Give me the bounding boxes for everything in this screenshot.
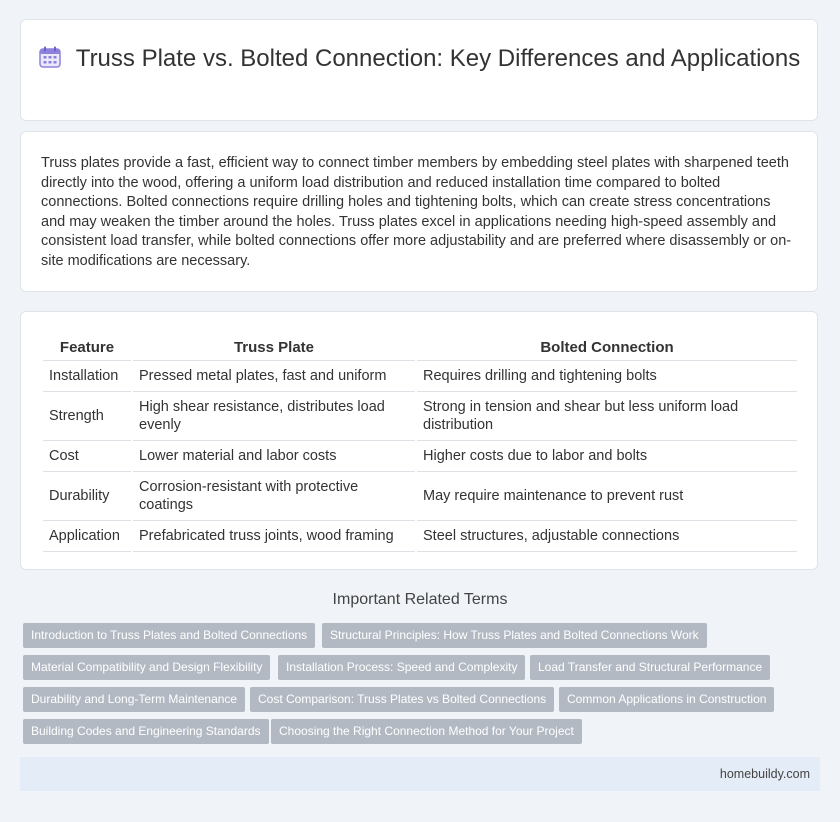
page-title xyxy=(21,44,817,73)
table-row xyxy=(43,521,797,552)
calendar-icon xyxy=(38,45,62,69)
intro-card xyxy=(20,131,818,292)
feature-cell: Strength xyxy=(43,392,131,441)
feature-cell: Cost xyxy=(43,441,131,472)
title-card xyxy=(20,19,818,121)
related-term-tag[interactable]: Common Applications in Construction xyxy=(559,687,774,712)
truss-plate-cell: Lower material and labor costs xyxy=(133,441,415,472)
header-bolted-connection: Bolted Connection xyxy=(417,334,797,361)
truss-plate-cell: Pressed metal plates, fast and uniform xyxy=(133,361,415,392)
related-term-tag[interactable]: Choosing the Right Connection Method for Your Project xyxy=(271,719,582,744)
related-terms-heading: Important Related Terms xyxy=(332,591,508,608)
footer xyxy=(20,757,820,791)
truss-plate-cell: Prefabricated truss joints, wood framing xyxy=(133,521,415,552)
feature-cell: Durability xyxy=(43,472,131,521)
bolted-connection-cell: Requires drilling and tightening bolts xyxy=(417,361,797,392)
header-truss-plate: Truss Plate xyxy=(133,334,415,361)
related-term-tag[interactable]: Material Compatibility and Design Flexibility xyxy=(23,655,270,680)
table-row xyxy=(43,392,797,441)
table-row xyxy=(43,472,797,521)
related-term-tag[interactable]: Building Codes and Engineering Standards xyxy=(23,719,269,744)
related-term-tag[interactable]: Installation Process: Speed and Complexity xyxy=(278,655,525,680)
table-row xyxy=(43,361,797,392)
bolted-connection-cell: Higher costs due to labor and bolts xyxy=(417,441,797,472)
related-term-tag[interactable]: Introduction to Truss Plates and Bolted Connections xyxy=(23,623,315,648)
comparison-table xyxy=(41,334,799,552)
bolted-connection-cell: Steel structures, adjustable connections xyxy=(417,521,797,552)
header-feature: Feature xyxy=(43,334,131,361)
intro-paragraph: Truss plates provide a fast, efficient way to connect timber members by embedding steel plates with sharpened teeth directly into the wood, offering a uniform load distribution and reduced installation time compared to bolted connections. Bolted connections require drilling holes and tightening bolts, which can create stress concentrations and may weaken the timber around the holes. Truss plates excel in applications needing high-speed assembly and consistent load transfer, while bolted connections offer more adjustability and are preferred where disassembly or on-site modifications are necessary. xyxy=(41,155,792,269)
feature-cell: Application xyxy=(43,521,131,552)
related-term-tag[interactable]: Durability and Long-Term Maintenance xyxy=(23,687,245,712)
comparison-card xyxy=(20,311,818,570)
page-title-text: Truss Plate vs. Bolted Connection: Key Differences and Applications xyxy=(75,45,801,72)
truss-plate-cell: High shear resistance, distributes load evenly xyxy=(133,392,415,441)
footer-site-link[interactable]: homebuildy.com xyxy=(719,767,810,781)
bolted-connection-cell: May require maintenance to prevent rust xyxy=(417,472,797,521)
related-term-tag[interactable]: Load Transfer and Structural Performance xyxy=(530,655,770,680)
bolted-connection-cell: Strong in tension and shear but less uniform load distribution xyxy=(417,392,797,441)
truss-plate-cell: Corrosion-resistant with protective coatings xyxy=(133,472,415,521)
related-term-tag[interactable]: Structural Principles: How Truss Plates and Bolted Connections Work xyxy=(322,623,707,648)
table-row xyxy=(43,441,797,472)
related-term-tag[interactable]: Cost Comparison: Truss Plates vs Bolted Connections xyxy=(250,687,554,712)
table-header-row xyxy=(43,334,797,361)
feature-cell: Installation xyxy=(43,361,131,392)
